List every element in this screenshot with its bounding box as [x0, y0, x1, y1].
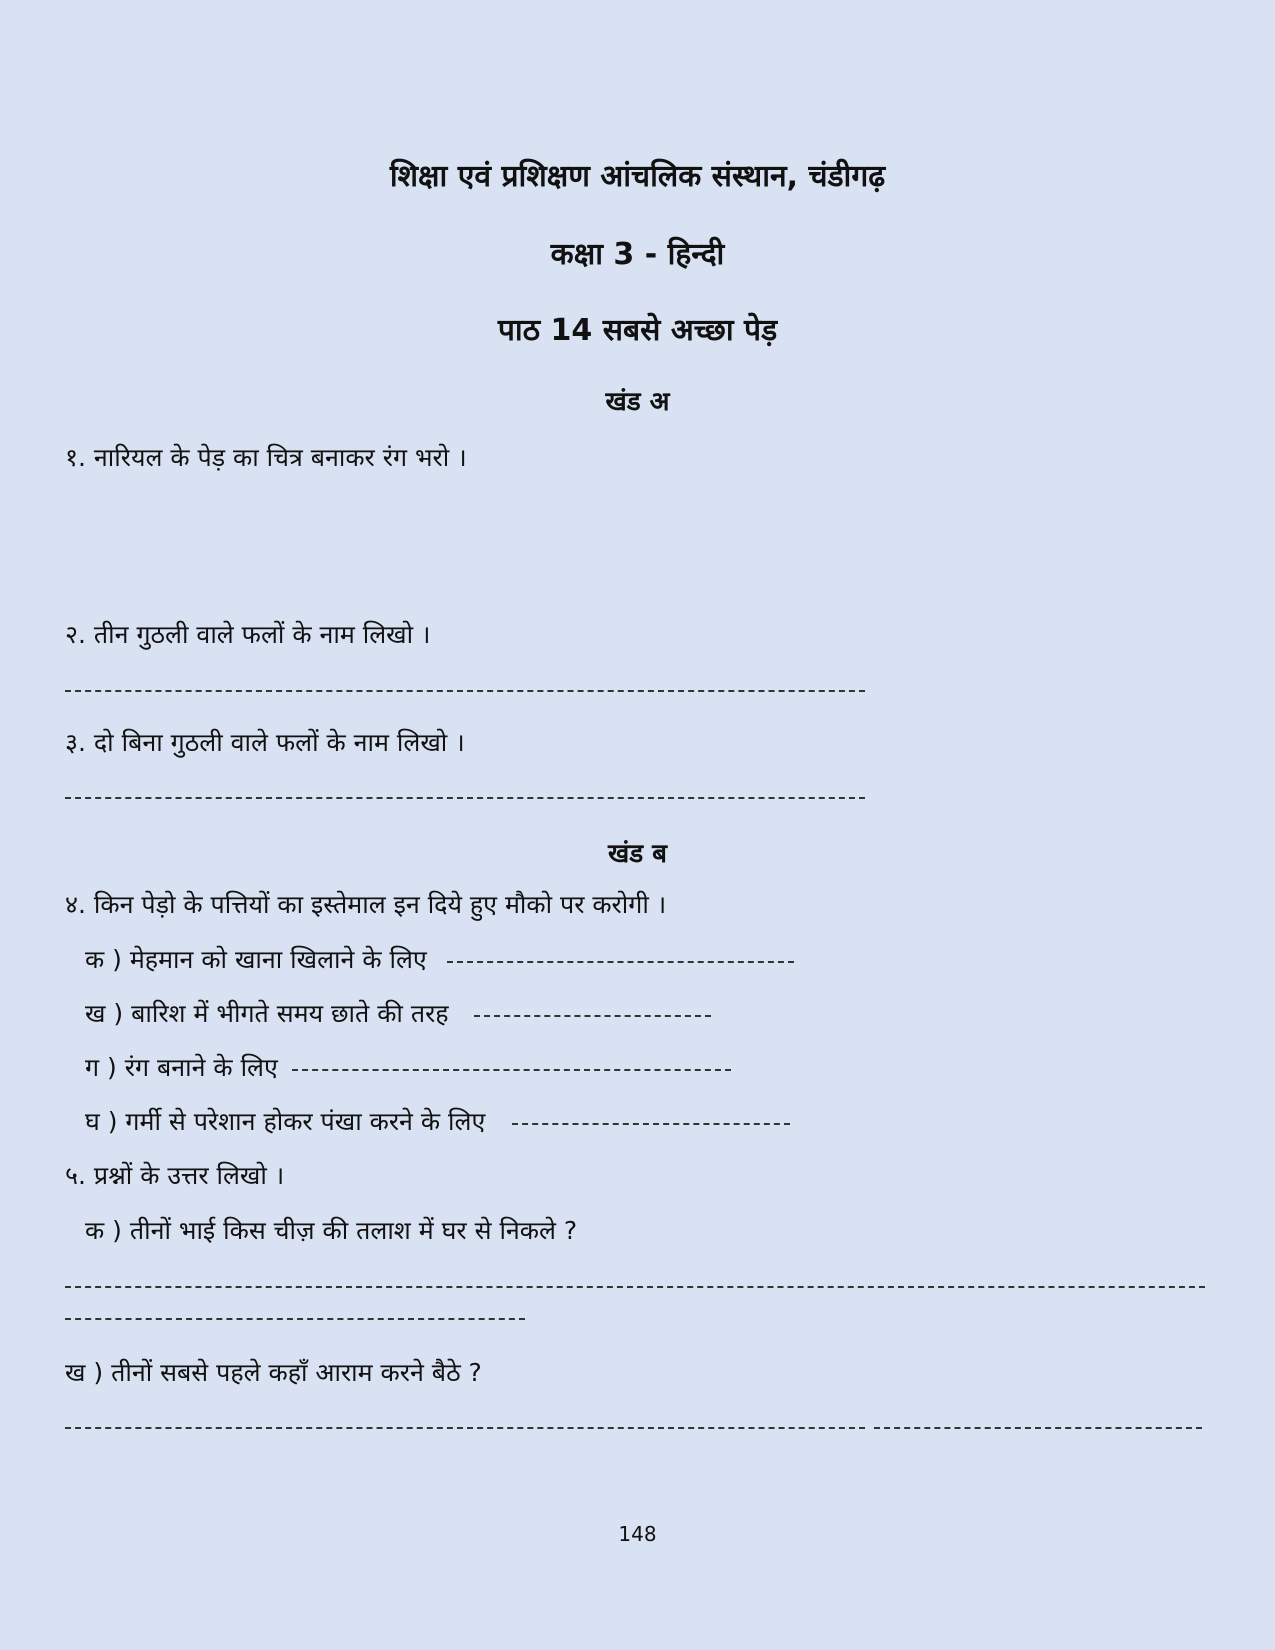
answer-line-q5a-1[interactable] [65, 1286, 1205, 1288]
question-4b [85, 996, 449, 1030]
section-a-title: खंड अ [605, 387, 670, 417]
answer-line-q4c[interactable] [292, 1069, 731, 1071]
question-4d [85, 1104, 485, 1138]
answer-line-q4b[interactable] [474, 1015, 711, 1017]
question-4: ४. किन पेड़ो के पत्तियों का इस्तेमाल इन दिये हुए मौको पर करोगी । [65, 890, 667, 919]
question-4d-text: घ ) गर्मी से परेशान होकर पंखा करने के लिए [85, 1107, 486, 1136]
question-2: २. तीन गुठली वाले फलों के नाम लिखो । [65, 620, 431, 649]
question-5b: ख ) तीनों सबसे पहले कहाँ आराम करने बैठे ? [65, 1358, 482, 1387]
question-5: ५. प्रश्नों के उत्तर लिखो । [65, 1161, 285, 1190]
answer-line-q4a[interactable] [447, 961, 794, 963]
answer-line-q5b-2[interactable] [874, 1427, 1202, 1429]
question-4c-text: ग ) रंग बनाने के लिए [85, 1053, 278, 1082]
question-4a-text: क ) मेहमान को खाना खिलाने के लिए [85, 945, 427, 974]
institute-title: शिक्षा एवं प्रशिक्षण आंचलिक संस्थान, चंडीगढ़ [389, 159, 886, 194]
answer-line-q4d[interactable] [512, 1123, 790, 1125]
class-subject-title: कक्षा 3 - हिन्दी [550, 237, 725, 272]
section-b-title: खंड ब [607, 839, 668, 869]
answer-line-q3[interactable] [65, 797, 865, 799]
answer-line-q5b-1[interactable] [65, 1427, 865, 1429]
lesson-title: पाठ 14 सबसे अच्छा पेड़ [497, 313, 778, 348]
question-4b-text: ख ) बारिश में भीगते समय छाते की तरह [85, 999, 449, 1028]
question-3: ३. दो बिना गुठली वाले फलों के नाम लिखो । [65, 728, 465, 757]
answer-line-q2[interactable] [65, 690, 865, 692]
question-1: १. नारियल के पेड़ का चित्र बनाकर रंग भरो । [65, 443, 467, 472]
question-4a [85, 942, 427, 976]
question-5a: क ) तीनों भाई किस चीज़ की तलाश में घर से निकले ? [85, 1216, 578, 1245]
page-number: 148 [618, 1522, 657, 1546]
question-4c [85, 1050, 278, 1084]
answer-line-q5a-2[interactable] [65, 1318, 525, 1320]
